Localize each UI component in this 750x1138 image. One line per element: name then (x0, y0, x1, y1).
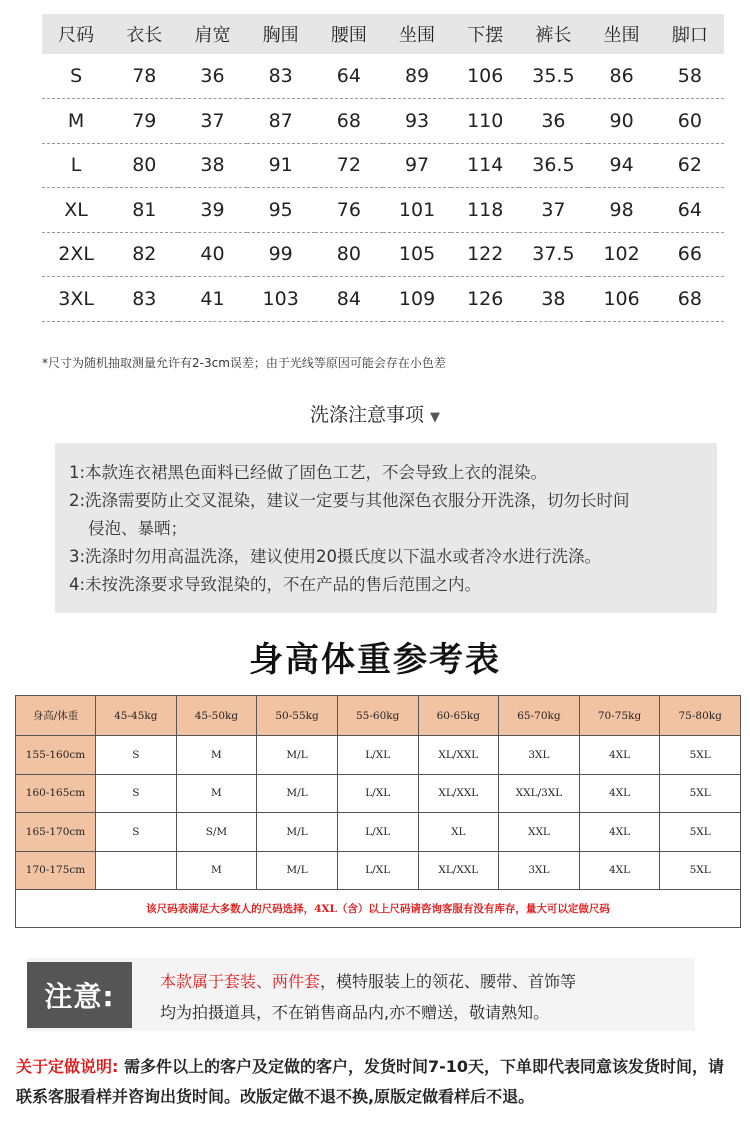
washing-item: 4:未按洗涤要求导致混染的，不在产品的售后范围之内。 (69, 575, 482, 594)
custom-order-text: 需多件以上的客户及定做的客户，发货时间7-10天，下单即代表同意该发货时间，请联系客服看样并咨询出货时间。改版定做不退不换,原版定做看样后不退。 (16, 1057, 725, 1106)
recommended-size-cell: L/XL (337, 851, 418, 890)
recommended-size-cell: 4XL (579, 813, 660, 852)
size-header-cell: 脚口 (656, 14, 724, 54)
size-value-cell: 64 (656, 188, 724, 233)
size-label-cell: L (42, 143, 110, 188)
reference-row (16, 736, 741, 775)
height-range-cell: 165-170cm (16, 813, 96, 852)
size-value-cell: 97 (383, 143, 451, 188)
height-weight-body (16, 736, 741, 890)
size-header-cell: 尺码 (42, 14, 110, 54)
recommended-size-cell: 5XL (660, 736, 741, 775)
size-row (42, 54, 724, 99)
size-value-cell: 109 (383, 277, 451, 322)
size-row (42, 188, 724, 233)
size-value-cell: 89 (383, 54, 451, 99)
weight-header-cell: 75-80kg (660, 696, 741, 736)
size-value-cell: 110 (451, 99, 519, 144)
size-value-cell: 35.5 (519, 54, 587, 99)
triangle-down-icon: ▼ (430, 410, 440, 425)
recommended-size-cell: M/L (257, 813, 338, 852)
washing-instructions (55, 443, 717, 613)
size-header-cell: 下摆 (451, 14, 519, 54)
size-table (42, 14, 724, 322)
notice-line-1-rest: ，模特服装上的领花、腰带、首饰等 (320, 972, 577, 991)
size-value-cell: 68 (656, 277, 724, 322)
recommended-size-cell: M (176, 736, 257, 775)
reference-corner-cell: 身高/体重 (16, 696, 96, 736)
size-label-cell: M (42, 99, 110, 144)
size-value-cell: 93 (383, 99, 451, 144)
notice-line-1 (160, 966, 690, 997)
custom-order-label: 关于定做说明: (16, 1057, 119, 1076)
size-value-cell: 122 (451, 232, 519, 277)
weight-header-cell: 45-50kg (176, 696, 257, 736)
recommended-size-cell: 4XL (579, 851, 660, 890)
recommended-size-cell: XL/XXL (418, 774, 499, 813)
size-value-cell: 72 (315, 143, 383, 188)
recommended-size-cell (96, 851, 177, 890)
size-header-cell: 坐围 (383, 14, 451, 54)
size-value-cell: 81 (110, 188, 178, 233)
weight-header-cell: 60-65kg (418, 696, 499, 736)
size-row (42, 277, 724, 322)
size-value-cell: 79 (110, 99, 178, 144)
size-value-cell: 95 (247, 188, 315, 233)
reference-row (16, 813, 741, 852)
size-value-cell: 126 (451, 277, 519, 322)
recommended-size-cell: S (96, 813, 177, 852)
weight-header-cell: 50-55kg (257, 696, 338, 736)
recommended-size-cell: 4XL (579, 774, 660, 813)
weight-header-cell: 45-45kg (96, 696, 177, 736)
recommended-size-cell: 4XL (579, 736, 660, 775)
height-range-cell: 155-160cm (16, 736, 96, 775)
size-header-cell: 坐围 (588, 14, 656, 54)
size-value-cell: 102 (588, 232, 656, 277)
notice-tag: 注意: (27, 962, 132, 1028)
reference-row (16, 851, 741, 890)
size-value-cell: 68 (315, 99, 383, 144)
washing-item: 侵泡、暴晒； (88, 519, 187, 538)
size-value-cell: 76 (315, 188, 383, 233)
washing-item: 2:洗涤需要防止交叉混染，建议一定要与其他深色衣服分开洗涤，切勿长时间 (69, 491, 630, 510)
reference-row (16, 774, 741, 813)
recommended-size-cell: M/L (257, 774, 338, 813)
size-value-cell: 101 (383, 188, 451, 233)
size-value-cell: 99 (247, 232, 315, 277)
reference-header-row (16, 696, 741, 736)
size-value-cell: 118 (451, 188, 519, 233)
reference-title: 身高体重参考表 (249, 640, 501, 680)
measure-note: *尺寸为随机抽取测量允许有2-3cm误差；由于光线等原因可能会存在小色差 (42, 356, 446, 370)
size-value-cell: 94 (588, 143, 656, 188)
size-value-cell: 91 (247, 143, 315, 188)
height-range-cell: 160-165cm (16, 774, 96, 813)
size-label-cell: 2XL (42, 232, 110, 277)
recommended-size-cell: 5XL (660, 851, 741, 890)
weight-header-cell: 55-60kg (337, 696, 418, 736)
size-row (42, 99, 724, 144)
size-value-cell: 106 (451, 54, 519, 99)
size-value-cell: 37 (178, 99, 246, 144)
recommended-size-cell: 3XL (499, 851, 580, 890)
size-label-cell: S (42, 54, 110, 99)
recommended-size-cell: S (96, 774, 177, 813)
recommended-size-cell: S (96, 736, 177, 775)
size-value-cell: 84 (315, 277, 383, 322)
size-value-cell: 37.5 (519, 232, 587, 277)
washing-title-text: 洗涤注意事项 (309, 404, 424, 426)
notice-text (160, 966, 690, 1028)
size-value-cell: 39 (178, 188, 246, 233)
recommended-size-cell: M/L (257, 851, 338, 890)
size-value-cell: 78 (110, 54, 178, 99)
size-header-cell: 肩宽 (178, 14, 246, 54)
recommended-size-cell: XL/XXL (418, 736, 499, 775)
size-table-body (42, 54, 724, 321)
recommended-size-cell: M (176, 851, 257, 890)
size-value-cell: 83 (247, 54, 315, 99)
height-range-cell: 170-175cm (16, 851, 96, 890)
weight-header-cell: 65-70kg (499, 696, 580, 736)
recommended-size-cell: M (176, 774, 257, 813)
recommended-size-cell: M/L (257, 736, 338, 775)
size-label-cell: XL (42, 188, 110, 233)
notice-line-2: 均为拍摄道具，不在销售商品内,亦不赠送，敬请熟知。 (160, 1003, 550, 1022)
notice-highlight: 本款属于套装、两件套 (160, 972, 321, 991)
size-value-cell: 103 (247, 277, 315, 322)
recommended-size-cell: L/XL (337, 774, 418, 813)
size-value-cell: 114 (451, 143, 519, 188)
size-row (42, 143, 724, 188)
notice-panel (27, 958, 695, 1031)
height-weight-table (15, 695, 741, 928)
size-row (42, 232, 724, 277)
size-value-cell: 38 (519, 277, 587, 322)
recommended-size-cell: XXL (499, 813, 580, 852)
size-value-cell: 80 (110, 143, 178, 188)
washing-item: 3:洗涤时勿用高温洗涤，建议使用20摄氏度以下温水或者冷水进行洗涤。 (69, 547, 602, 566)
recommended-size-cell: XXL/3XL (499, 774, 580, 813)
size-value-cell: 36.5 (519, 143, 587, 188)
size-value-cell: 36 (178, 54, 246, 99)
size-value-cell: 80 (315, 232, 383, 277)
washing-title (0, 400, 750, 427)
size-header-cell: 衣长 (110, 14, 178, 54)
size-value-cell: 60 (656, 99, 724, 144)
recommended-size-cell: L/XL (337, 736, 418, 775)
reference-footnote-row (16, 890, 741, 928)
size-header-cell: 胸围 (247, 14, 315, 54)
size-value-cell: 105 (383, 232, 451, 277)
reference-footnote: 该尺码表满足大多数人的尺码选择，4XL（含）以上尺码请咨询客服有没有库存，量大可以定做尺码 (16, 890, 741, 928)
size-value-cell: 86 (588, 54, 656, 99)
size-value-cell: 62 (656, 143, 724, 188)
size-value-cell: 83 (110, 277, 178, 322)
size-table-header-row (42, 14, 724, 54)
size-value-cell: 106 (588, 277, 656, 322)
custom-order-note (16, 1052, 738, 1112)
recommended-size-cell: 5XL (660, 774, 741, 813)
size-label-cell: 3XL (42, 277, 110, 322)
size-value-cell: 82 (110, 232, 178, 277)
recommended-size-cell: 3XL (499, 736, 580, 775)
size-value-cell: 40 (178, 232, 246, 277)
size-value-cell: 66 (656, 232, 724, 277)
recommended-size-cell: 5XL (660, 813, 741, 852)
size-value-cell: 38 (178, 143, 246, 188)
size-value-cell: 36 (519, 99, 587, 144)
size-header-cell: 腰围 (315, 14, 383, 54)
size-value-cell: 37 (519, 188, 587, 233)
recommended-size-cell: S/M (176, 813, 257, 852)
recommended-size-cell: L/XL (337, 813, 418, 852)
size-value-cell: 41 (178, 277, 246, 322)
size-value-cell: 58 (656, 54, 724, 99)
size-header-cell: 裤长 (519, 14, 587, 54)
recommended-size-cell: XL (418, 813, 499, 852)
size-value-cell: 98 (588, 188, 656, 233)
recommended-size-cell: XL/XXL (418, 851, 499, 890)
size-value-cell: 87 (247, 99, 315, 144)
size-value-cell: 90 (588, 99, 656, 144)
weight-header-cell: 70-75kg (579, 696, 660, 736)
size-value-cell: 64 (315, 54, 383, 99)
washing-item: 1:本款连衣裙黑色面料已经做了固色工艺，不会导致上衣的混染。 (69, 463, 548, 482)
